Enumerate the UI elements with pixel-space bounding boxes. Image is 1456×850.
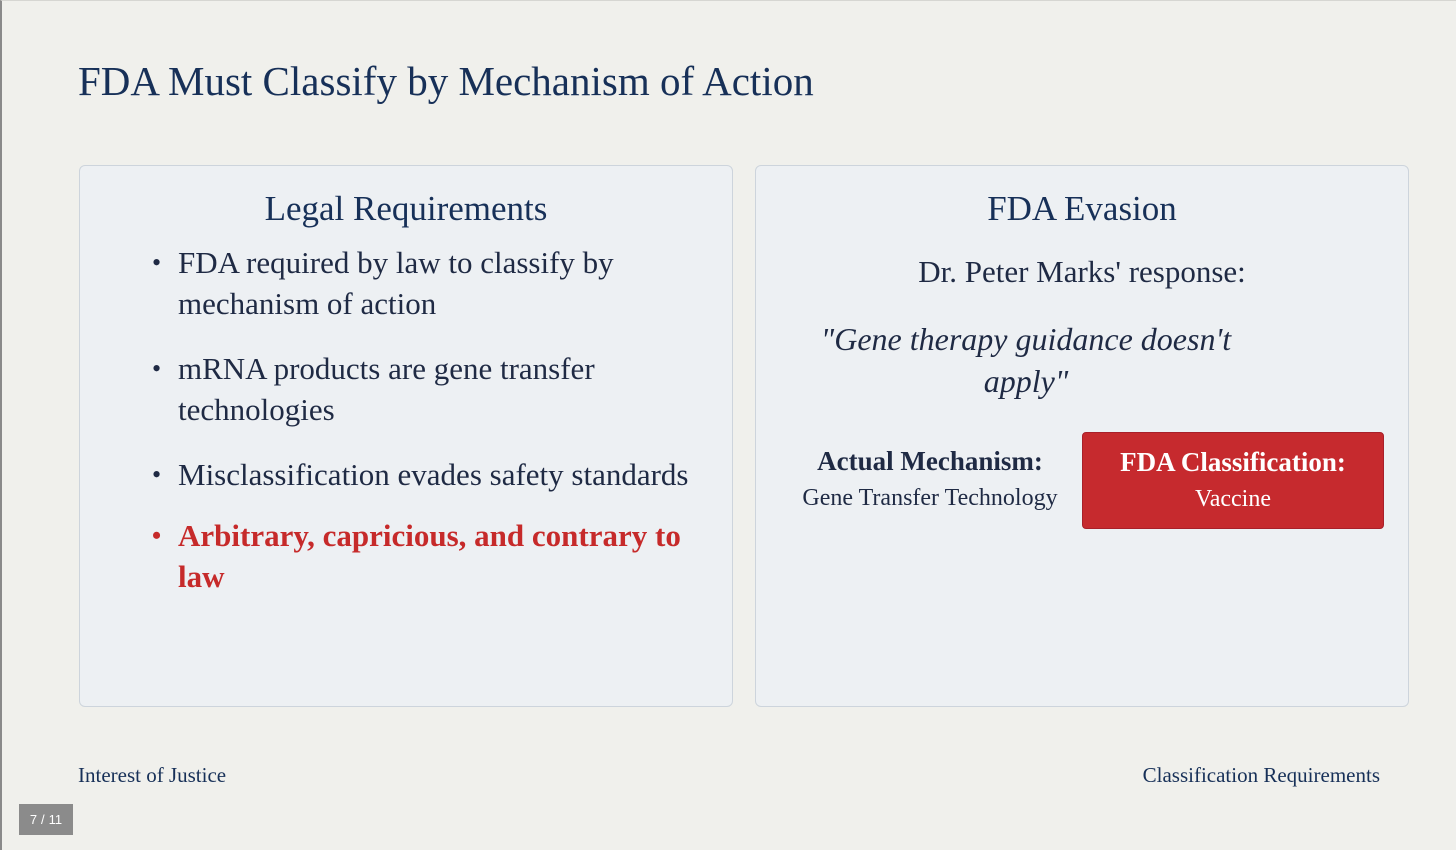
list-item [152, 348, 708, 430]
legal-requirements-heading: Legal Requirements [264, 189, 548, 228]
fda-classification-label: FDA Classification: [1120, 447, 1346, 477]
slide-page-counter[interactable] [19, 804, 73, 835]
slide-title: FDA Must Classify by Mechanism of Action [78, 58, 814, 104]
fda-evasion-panel [755, 165, 1409, 707]
actual-mechanism-box [788, 432, 1072, 530]
bullet-text: Arbitrary, capricious, and contrary to law [178, 518, 681, 594]
bullet-icon: • [152, 521, 162, 550]
fda-evasion-heading: FDA Evasion [987, 189, 1177, 228]
list-item [152, 454, 708, 495]
bullet-text: Misclassification evades safety standards [178, 457, 689, 492]
marks-response-label: Dr. Peter Marks' response: [918, 254, 1246, 289]
legal-requirements-panel [79, 165, 733, 707]
bullet-text: mRNA products are gene transfer technologies [178, 351, 595, 427]
bullet-text: FDA required by law to classify by mechanism of action [178, 245, 614, 321]
actual-mechanism-label: Actual Mechanism: [817, 446, 1043, 476]
bullet-icon: • [152, 460, 162, 489]
bullet-icon: • [152, 248, 162, 277]
marks-quote: "Gene therapy guidance doesn't apply" [820, 321, 1232, 399]
total-pages: 11 [48, 812, 63, 827]
list-item-emphasis [152, 515, 708, 597]
bullet-icon: • [152, 354, 162, 383]
page-separator: / [41, 812, 45, 827]
list-item [152, 242, 708, 324]
footer-right-text: Classification Requirements [1142, 763, 1380, 787]
fda-classification-box [1082, 432, 1384, 529]
footer-left-text: Interest of Justice [78, 763, 227, 787]
actual-mechanism-value: Gene Transfer Technology [802, 485, 1058, 511]
current-page: 7 [29, 812, 38, 827]
fda-classification-value: Vaccine [1195, 486, 1271, 512]
